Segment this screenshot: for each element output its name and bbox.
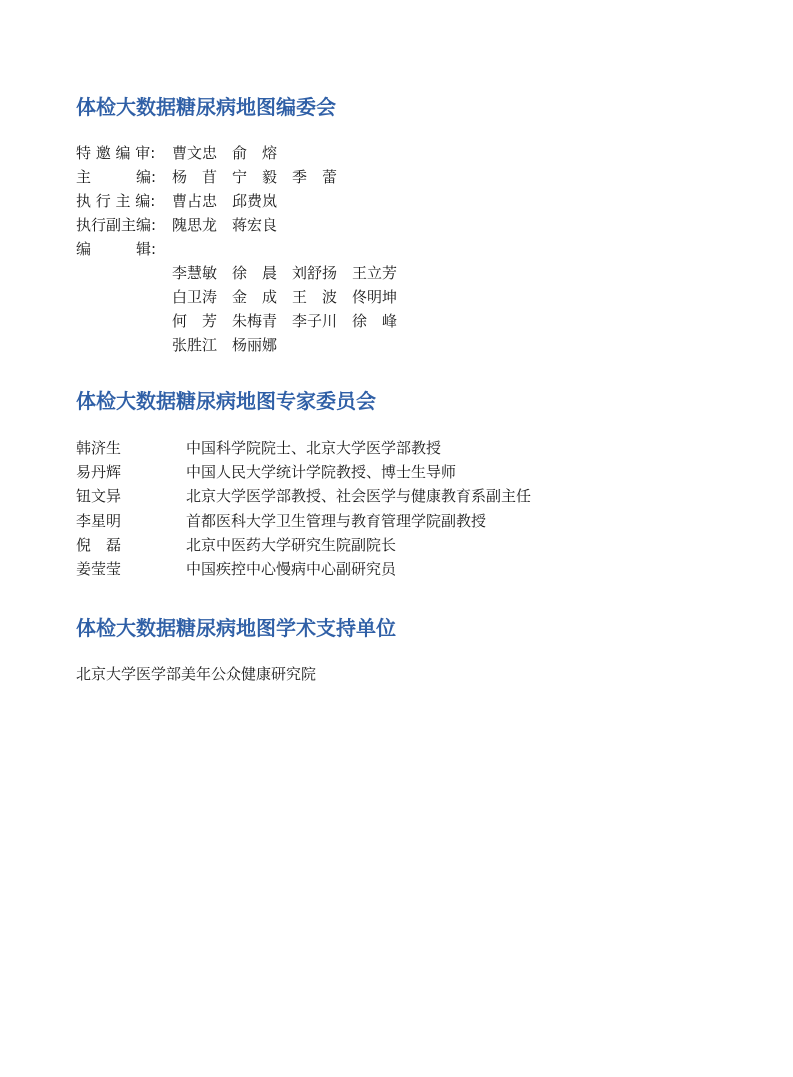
role-names — [172, 191, 277, 211]
editor-row — [172, 287, 397, 307]
editor-row — [172, 263, 397, 283]
person-name: 王 波 — [292, 288, 338, 306]
person-name: 蒋宏良 — [232, 216, 278, 234]
role-label: 主 编: — [76, 168, 157, 186]
role-label: 特 邀 编 审: — [76, 144, 156, 162]
expert-name: 李星明 — [76, 512, 122, 530]
person-name: 金 成 — [232, 288, 278, 306]
person-name: 徐 峰 — [352, 312, 398, 330]
expert-position: 中国人民大学统计学院教授、博士生导师 — [186, 463, 457, 481]
person-name: 佟明坤 — [352, 288, 398, 306]
editor-row — [172, 335, 277, 355]
role-names — [172, 215, 277, 235]
role-label: 执行副主编: — [76, 216, 157, 234]
expert-position: 北京中医药大学研究生院副院长 — [186, 536, 397, 554]
expert-name: 倪 磊 — [76, 536, 122, 554]
expert-name: 钮文异 — [76, 487, 122, 505]
expert-name: 韩济生 — [76, 439, 122, 457]
role-label: 执 行 主 编: — [76, 192, 156, 210]
person-name: 隗思龙 — [172, 216, 218, 234]
editor-row — [172, 311, 397, 331]
person-name: 刘舒扬 — [292, 264, 338, 282]
person-name: 杨 苜 — [172, 168, 218, 186]
person-name: 邱费岚 — [232, 192, 278, 210]
expert-name: 易丹辉 — [76, 463, 122, 481]
role-names — [172, 167, 337, 187]
expert-position: 中国科学院院士、北京大学医学部教授 — [186, 439, 442, 457]
committee-title: 体检大数据糖尿病地图编委会 — [76, 95, 336, 119]
person-name: 俞 熔 — [232, 144, 278, 162]
support-unit: 北京大学医学部美年公众健康研究院 — [76, 665, 317, 683]
person-name: 张胜江 — [172, 336, 218, 354]
person-name: 朱梅青 — [232, 312, 278, 330]
experts-title: 体检大数据糖尿病地图专家委员会 — [76, 389, 376, 413]
person-name: 徐 晨 — [232, 264, 278, 282]
person-name: 白卫涛 — [172, 288, 218, 306]
expert-position: 北京大学医学部教授、社会医学与健康教育系副主任 — [186, 487, 532, 505]
person-name: 季 蕾 — [292, 168, 338, 186]
person-name: 何 芳 — [172, 312, 218, 330]
expert-position: 首都医科大学卫生管理与教育管理学院副教授 — [186, 512, 487, 530]
person-name: 宁 毅 — [232, 168, 278, 186]
role-label: 编 辑: — [76, 240, 157, 258]
support-title: 体检大数据糖尿病地图学术支持单位 — [76, 616, 396, 640]
expert-name: 姜莹莹 — [76, 560, 122, 578]
person-name: 李慧敏 — [172, 264, 218, 282]
role-names — [172, 143, 277, 163]
person-name: 王立芳 — [352, 264, 398, 282]
person-name: 杨丽娜 — [232, 336, 278, 354]
person-name: 李子川 — [292, 312, 338, 330]
person-name: 曹占忠 — [172, 192, 218, 210]
person-name: 曹文忠 — [172, 144, 218, 162]
expert-position: 中国疾控中心慢病中心副研究员 — [186, 560, 397, 578]
